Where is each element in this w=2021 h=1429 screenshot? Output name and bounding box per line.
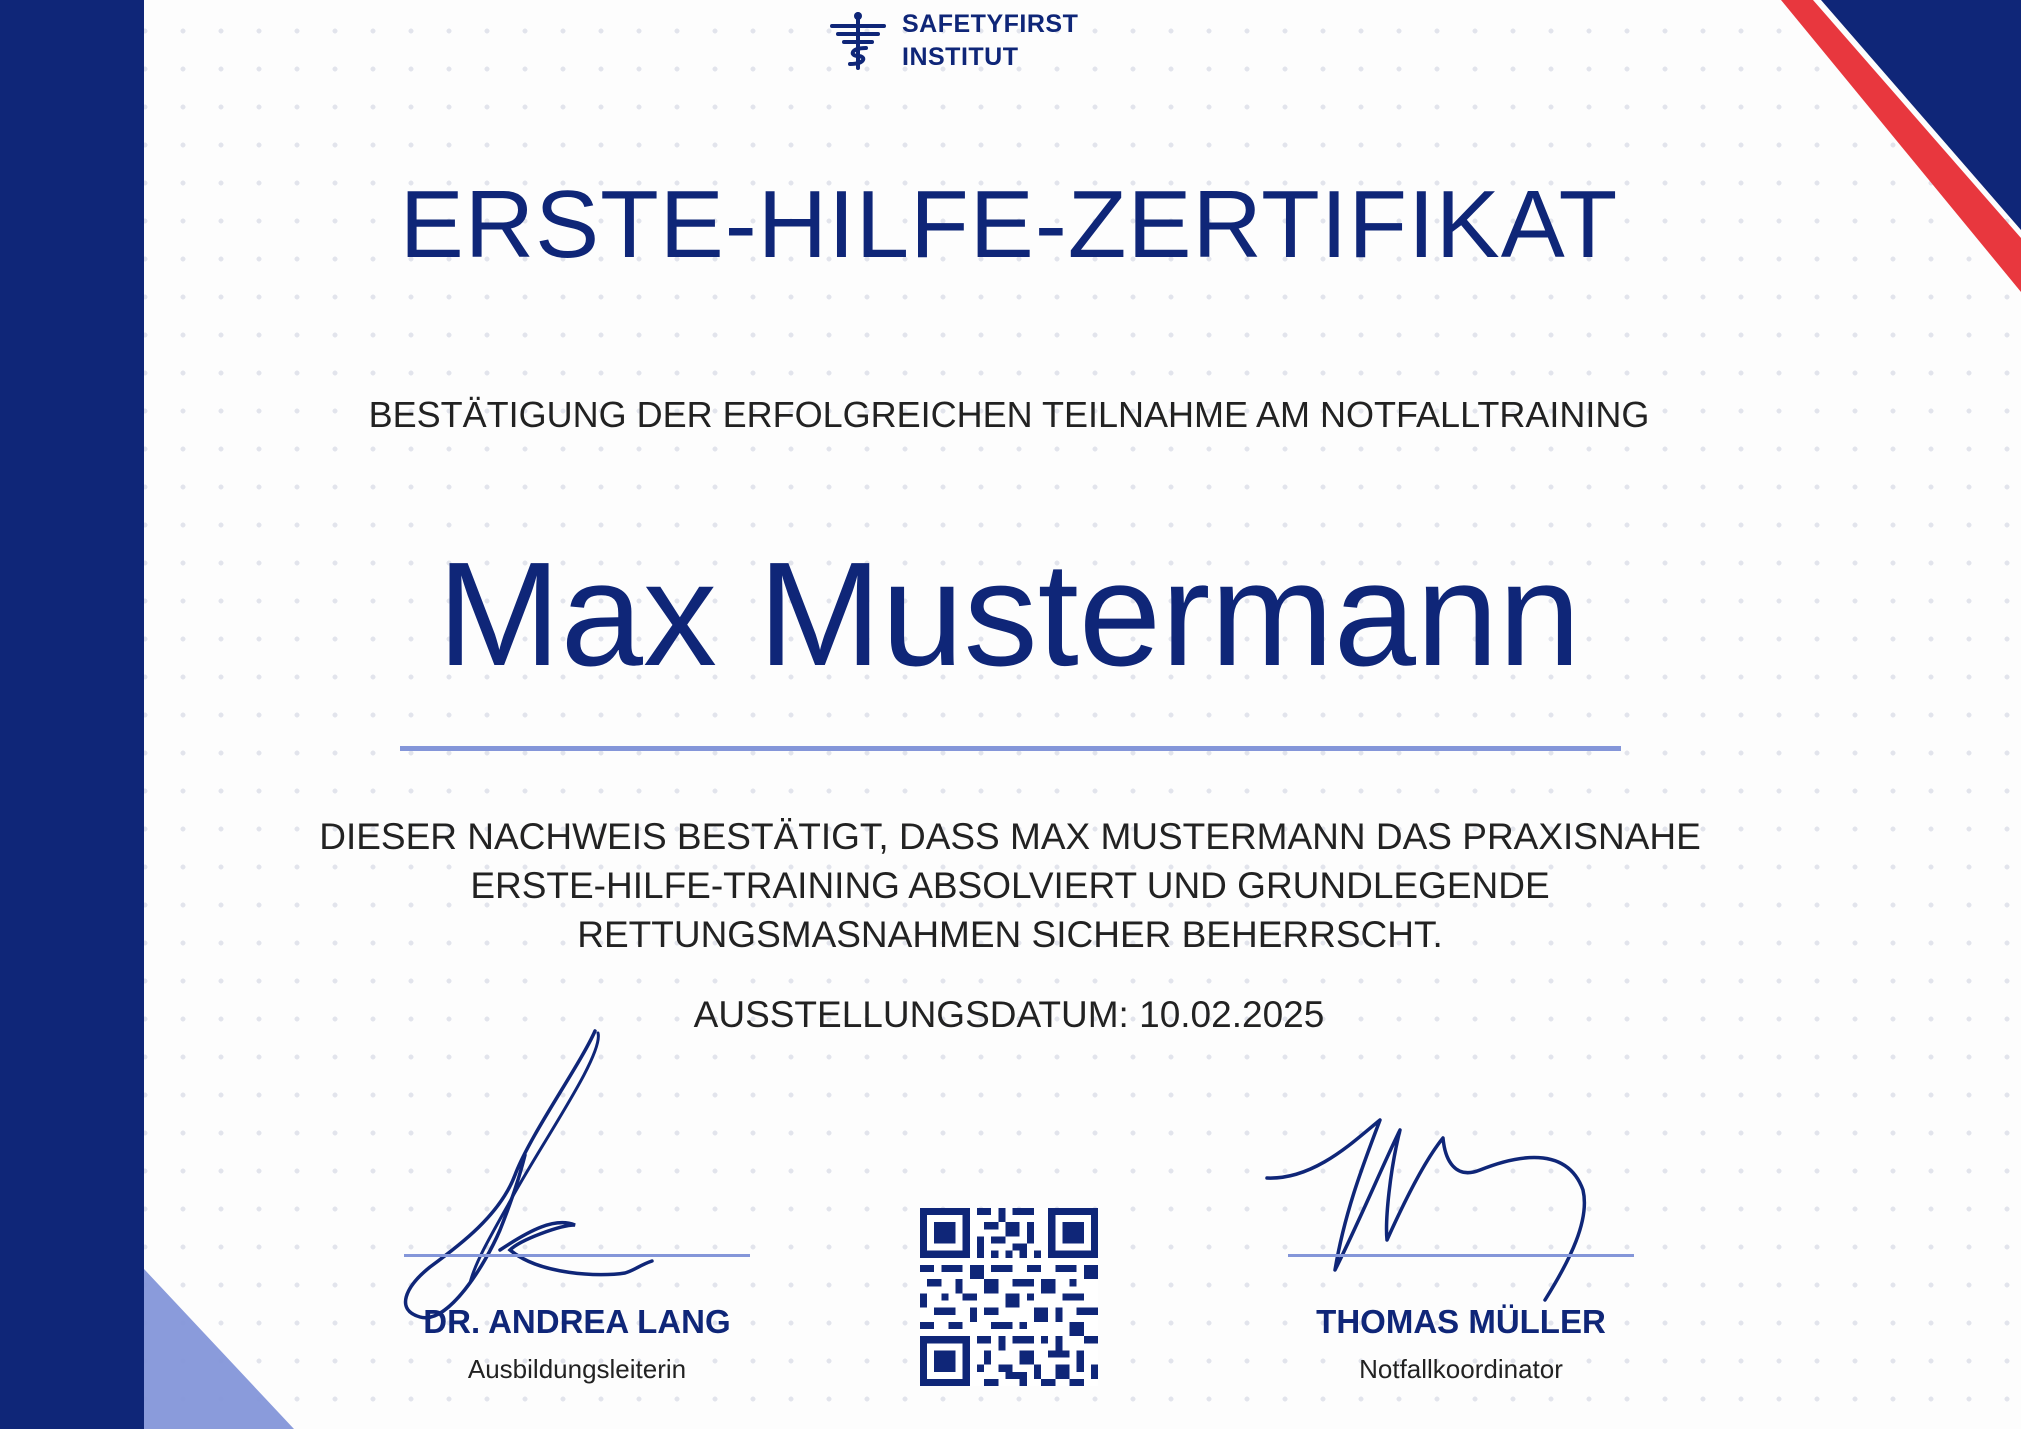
signatory-role: Notfallkoordinator (1359, 1354, 1563, 1384)
issuer-name-line1: SAFETYFIRST (902, 10, 1079, 38)
signatory-name: DR. ANDREA LANG (423, 1303, 731, 1340)
issuer-name-line2: INSTITUT (902, 43, 1019, 71)
name-underline (400, 746, 1621, 751)
qr-code (920, 1208, 1098, 1386)
certificate-description: DIESER NACHWEIS BESTÄTIGT, DASS MAX MUSTERMANN DAS PRAXISNAHE ERSTE-HILFE-TRAINING ABSOLVIERT UND GRUNDLEGENDE RETTUNGSMASNAHMEN SICHER BEHERRSCHT. (319, 816, 1701, 955)
signature-left (390, 1025, 700, 1325)
issuer-name (902, 8, 1078, 74)
signature-right (1265, 1100, 1625, 1310)
signature-line (1288, 1254, 1634, 1257)
signatory-name: THOMAS MÜLLER (1316, 1303, 1606, 1340)
certificate-subtitle: BESTÄTIGUNG DER ERFOLGREICHEN TEILNAHME AM NOTFALLTRAINING (368, 394, 1650, 435)
signature-line (404, 1254, 750, 1257)
issue-date: AUSSTELLUNGSDATUM: 10.02.2025 (693, 994, 1325, 1035)
certificate-title: ERSTE-HILFE-ZERTIFIKAT (399, 171, 1619, 278)
corner-triangle-bottom-left (144, 1269, 304, 1429)
signatory-role: Ausbildungsleiterin (467, 1354, 687, 1384)
caduceus-icon (828, 10, 888, 72)
issuer-logo (828, 8, 1078, 74)
left-border-bar (0, 0, 144, 1429)
recipient-name: Max Mustermann (437, 532, 1581, 697)
